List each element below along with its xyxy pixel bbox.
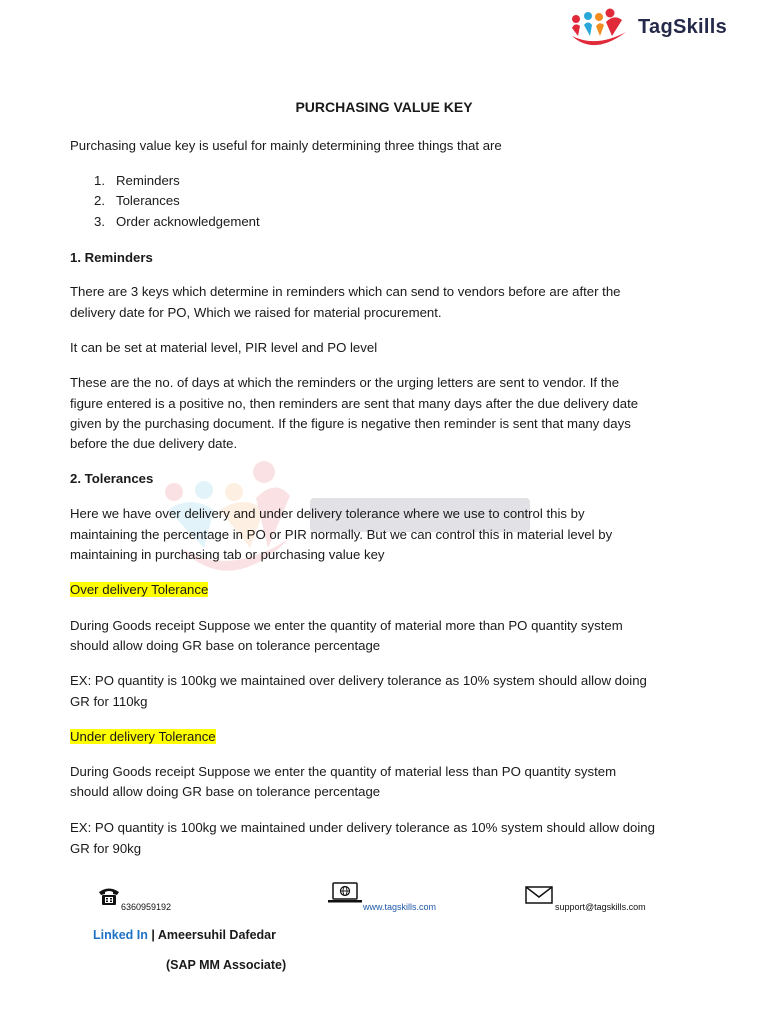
- paragraph-line: maintaining in purchasing tab or purchasing value key: [70, 547, 385, 562]
- paragraph-line: GR for 110kg: [70, 694, 148, 709]
- author-name: Ameersuhil Dafedar: [157, 928, 276, 942]
- paragraph-line: During Goods receipt Suppose we enter the quantity of material more than PO quantity system: [70, 618, 623, 633]
- list-number: 1.: [94, 173, 105, 188]
- paragraph-line: These are the no. of days at which the reminders or the urging letters are sent to vendor. If the: [70, 375, 620, 390]
- paragraph-line: given by the purchasing document. If the figure is negative then reminder is sent that many days: [70, 416, 631, 431]
- paragraph-line: It can be set at material level, PIR level and PO level: [70, 340, 378, 355]
- paragraph-line: should allow doing GR base on tolerance percentage: [70, 638, 381, 653]
- paragraph-line: should allow doing GR base on tolerance percentage: [70, 784, 381, 799]
- author-role: (SAP MM Associate): [166, 958, 287, 972]
- paragraph-line: During Goods receipt Suppose we enter the quantity of material less than PO quantity system: [70, 764, 617, 779]
- document-title: PURCHASING VALUE KEY: [295, 99, 473, 115]
- list-item: Reminders: [116, 173, 180, 188]
- laptop-icon: [327, 881, 363, 905]
- paragraph-line: EX: PO quantity is 100kg we maintained over delivery tolerance as 10% system should allow doing: [70, 673, 647, 688]
- separator: |: [151, 928, 155, 942]
- paragraph-line: delivery date for PO, Which we raised for material procurement.: [70, 305, 442, 320]
- paragraph-line: There are 3 keys which determine in reminders which can send to vendors before are after the: [70, 284, 621, 299]
- paragraph-line: figure entered is a positive no, then reminders are sent that many days after the due delivery date: [70, 396, 639, 411]
- linkedin-line: [93, 928, 276, 942]
- phone-icon: [97, 886, 121, 906]
- paragraph-line: Here we have over delivery and under delivery tolerance where we use to control this by: [70, 506, 585, 521]
- email-address[interactable]: support@tagskills.com: [555, 902, 646, 912]
- paragraph-line: EX: PO quantity is 100kg we maintained under delivery tolerance as 10% system should allow doing: [70, 820, 655, 835]
- list-item: Order acknowledgement: [116, 214, 260, 229]
- phone-number: 6360959192: [121, 902, 172, 912]
- section-heading-reminders: 1. Reminders: [70, 250, 153, 265]
- under-delivery-heading: [70, 727, 216, 748]
- envelope-icon: [525, 885, 553, 905]
- section-heading-tolerances: 2. Tolerances: [70, 471, 154, 486]
- paragraph-line: GR for 90kg: [70, 841, 142, 856]
- paragraph-line: maintaining the percentage in PO or PIR normally. But we can control this in material level by: [70, 527, 613, 542]
- over-delivery-heading: [70, 580, 208, 601]
- brand-name: TagSkills: [638, 16, 728, 38]
- highlighted-text: Over delivery Tolerance: [70, 582, 209, 597]
- paragraph-line: before the due delivery date.: [70, 436, 238, 451]
- website-link[interactable]: www.tagskills.com: [363, 902, 437, 912]
- linkedin-link[interactable]: Linked In: [93, 928, 148, 942]
- list-item: Tolerances: [116, 193, 180, 208]
- list-number: 2.: [94, 193, 105, 208]
- intro-text: Purchasing value key is useful for mainly determining three things that are: [70, 138, 502, 153]
- highlighted-text: Under delivery Tolerance: [70, 729, 216, 744]
- list-number: 3.: [94, 214, 105, 229]
